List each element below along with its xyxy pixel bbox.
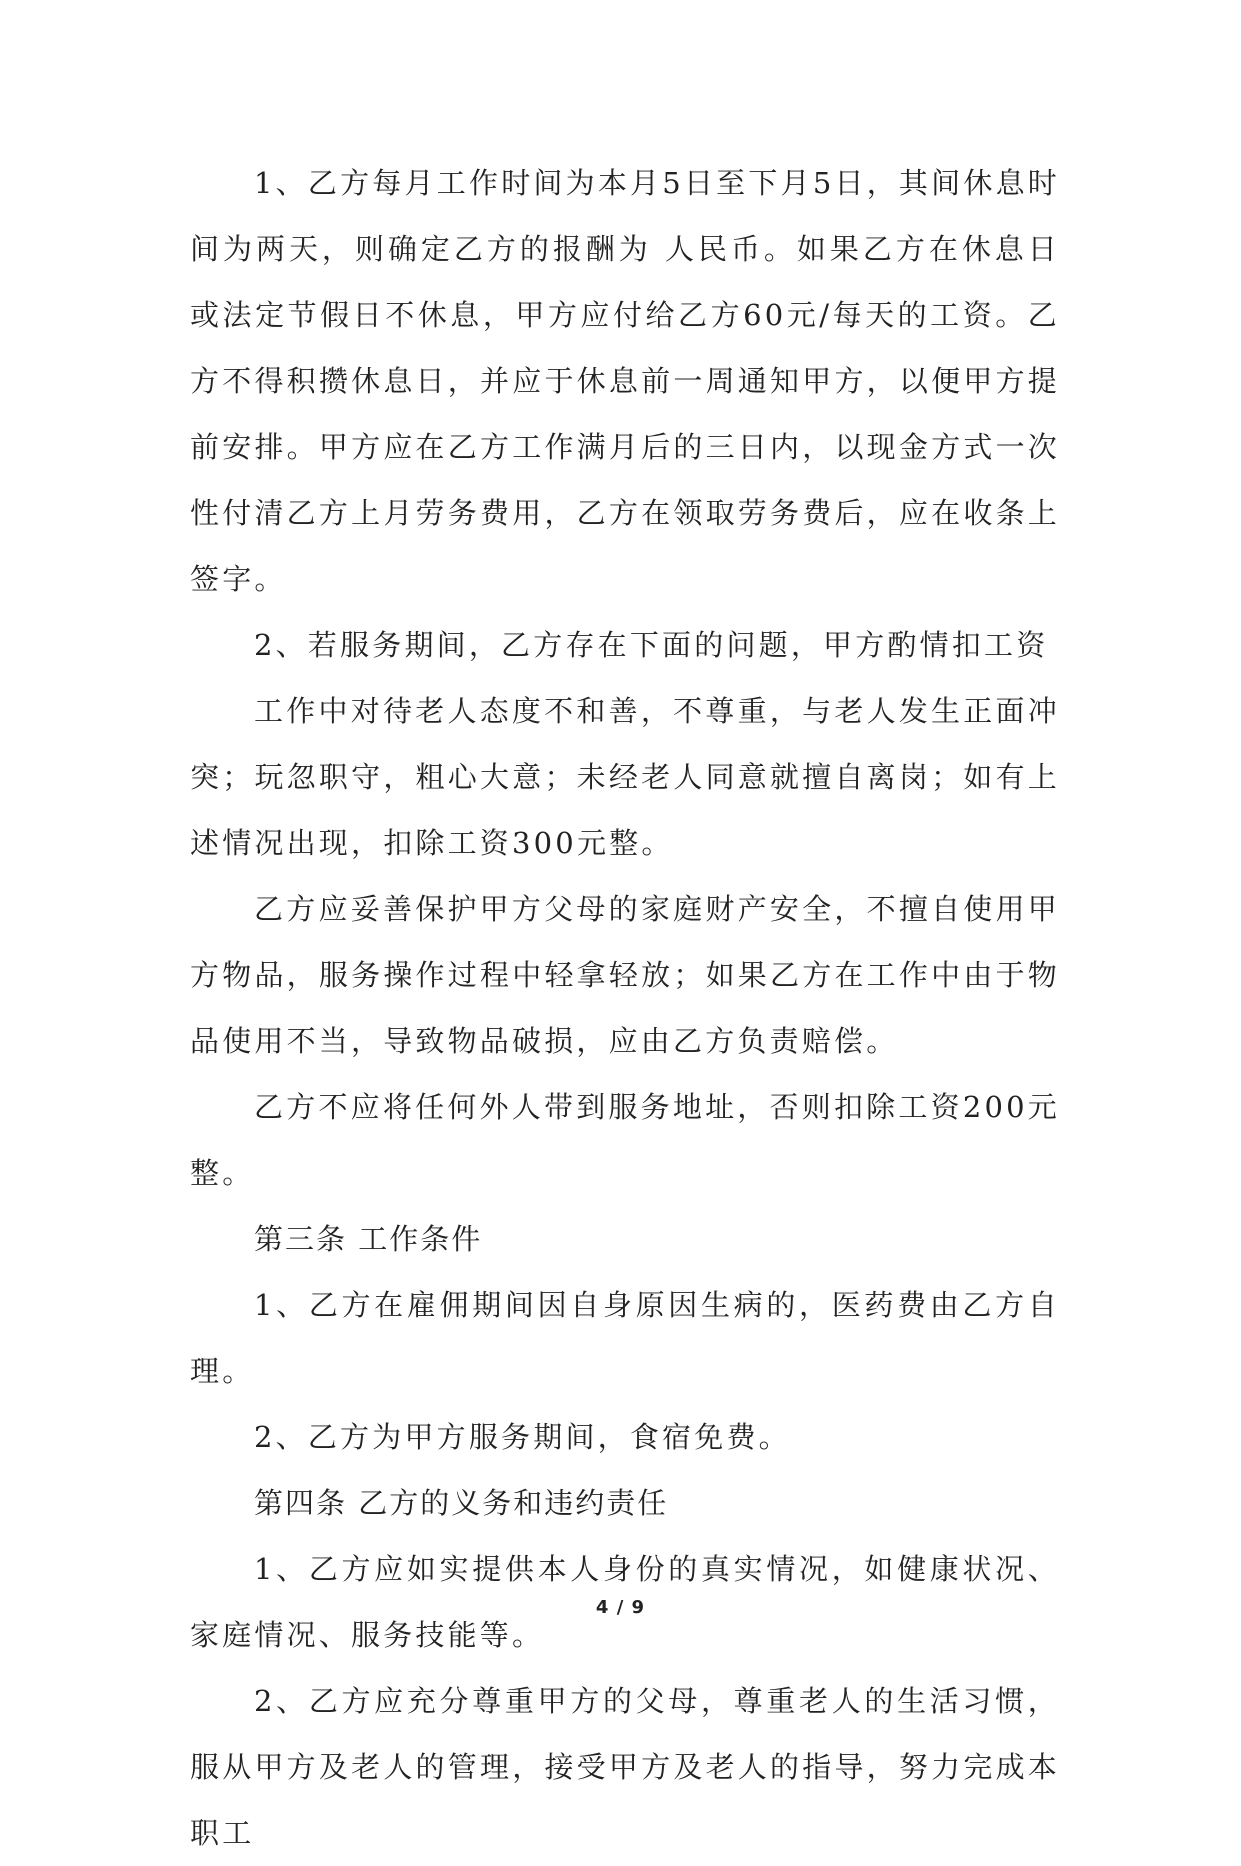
section-heading-obligations: 第四条 乙方的义务和违约责任 xyxy=(254,1486,669,1520)
paragraph-deduction-intro: 2、若服务期间，乙方存在下面的问题，甲方酌情扣工资 xyxy=(254,628,1049,662)
paragraph-respect-elders: 2、乙方应充分尊重甲方的父母，尊重老人的生活习惯，服从甲方及老人的管理，接受甲方及老人的指导，努力完成本职工 xyxy=(190,1684,1060,1850)
paragraph-medical-expenses: 1、乙方在雇佣期间因自身原因生病的，医药费由乙方自理。 xyxy=(190,1288,1060,1388)
paragraph-work-time-pay: 1、乙方每月工作时间为本月5日至下月5日，其间休息时间为两天，则确定乙方的报酬为 人民币。如果乙方在休息日或法定节假日不休息，甲方应付给乙方60元/每天的工资。乙方不得积攒休息日，并应于休息前一周通知甲方，以便甲方提前安排。甲方应在乙方工作满月后的三日内，以现金方式一次性付清乙方上月劳务费用，乙方在领取劳务费后，应在收条上签字。 xyxy=(190,166,1060,596)
page-number: 4 / 9 xyxy=(595,1597,646,1618)
paragraph-property-safety: 乙方应妥善保护甲方父母的家庭财产安全，不擅自使用甲方物品，服务操作过程中轻拿轻放；如果乙方在工作中由于物品使用不当，导致物品破损，应由乙方负责赔偿。 xyxy=(190,892,1060,1058)
paragraph-identity-info: 1、乙方应如实提供本人身份的真实情况，如健康状况、家庭情况、服务技能等。 xyxy=(190,1552,1060,1652)
paragraph-board-lodging: 2、乙方为甲方服务期间，食宿免费。 xyxy=(254,1420,791,1454)
section-heading-work-conditions: 第三条 工作条件 xyxy=(254,1222,483,1256)
paragraph-attitude-deduction: 工作中对待老人态度不和善，不尊重，与老人发生正面冲突；玩忽职守，粗心大意；未经老人同意就擅自离岗；如有上述情况出现，扣除工资300元整。 xyxy=(190,694,1060,860)
paragraph-outsider-rule: 乙方不应将任何外人带到服务地址，否则扣除工资200元整。 xyxy=(190,1090,1060,1190)
